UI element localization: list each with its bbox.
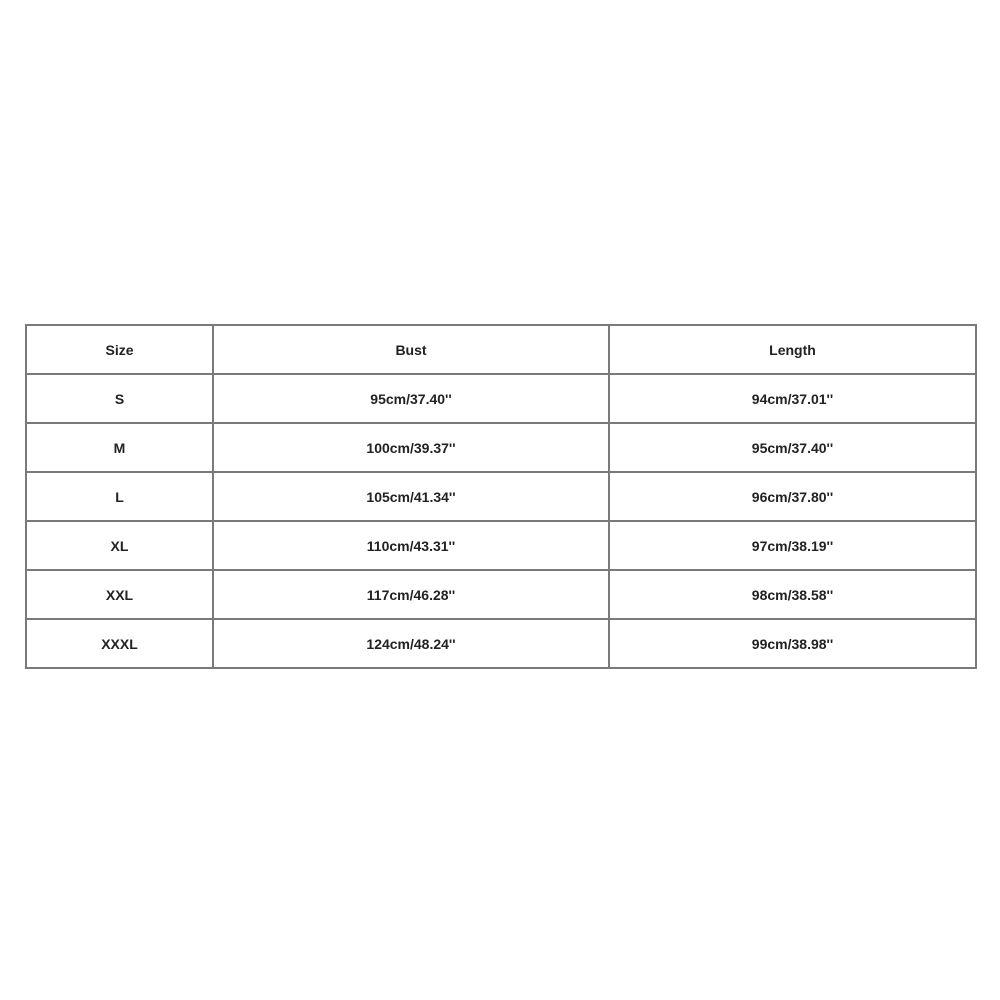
cell-bust: 117cm/46.28'' [213, 570, 609, 619]
cell-size: S [26, 374, 213, 423]
cell-bust: 100cm/39.37'' [213, 423, 609, 472]
cell-bust: 95cm/37.40'' [213, 374, 609, 423]
header-bust: Bust [213, 325, 609, 374]
cell-length: 97cm/38.19'' [609, 521, 976, 570]
cell-size: XL [26, 521, 213, 570]
cell-size: XXL [26, 570, 213, 619]
cell-size: M [26, 423, 213, 472]
header-row [26, 325, 976, 374]
cell-size: L [26, 472, 213, 521]
table-row [26, 570, 976, 619]
cell-bust: 105cm/41.34'' [213, 472, 609, 521]
cell-bust: 124cm/48.24'' [213, 619, 609, 668]
table-row [26, 619, 976, 668]
table-row [26, 423, 976, 472]
table-row [26, 521, 976, 570]
cell-length: 98cm/38.58'' [609, 570, 976, 619]
size-chart-table [25, 324, 977, 669]
cell-length: 95cm/37.40'' [609, 423, 976, 472]
cell-length: 94cm/37.01'' [609, 374, 976, 423]
cell-length: 99cm/38.98'' [609, 619, 976, 668]
cell-size: XXXL [26, 619, 213, 668]
cell-bust: 110cm/43.31'' [213, 521, 609, 570]
header-size: Size [26, 325, 213, 374]
header-length: Length [609, 325, 976, 374]
table-row [26, 374, 976, 423]
cell-length: 96cm/37.80'' [609, 472, 976, 521]
table-row [26, 472, 976, 521]
